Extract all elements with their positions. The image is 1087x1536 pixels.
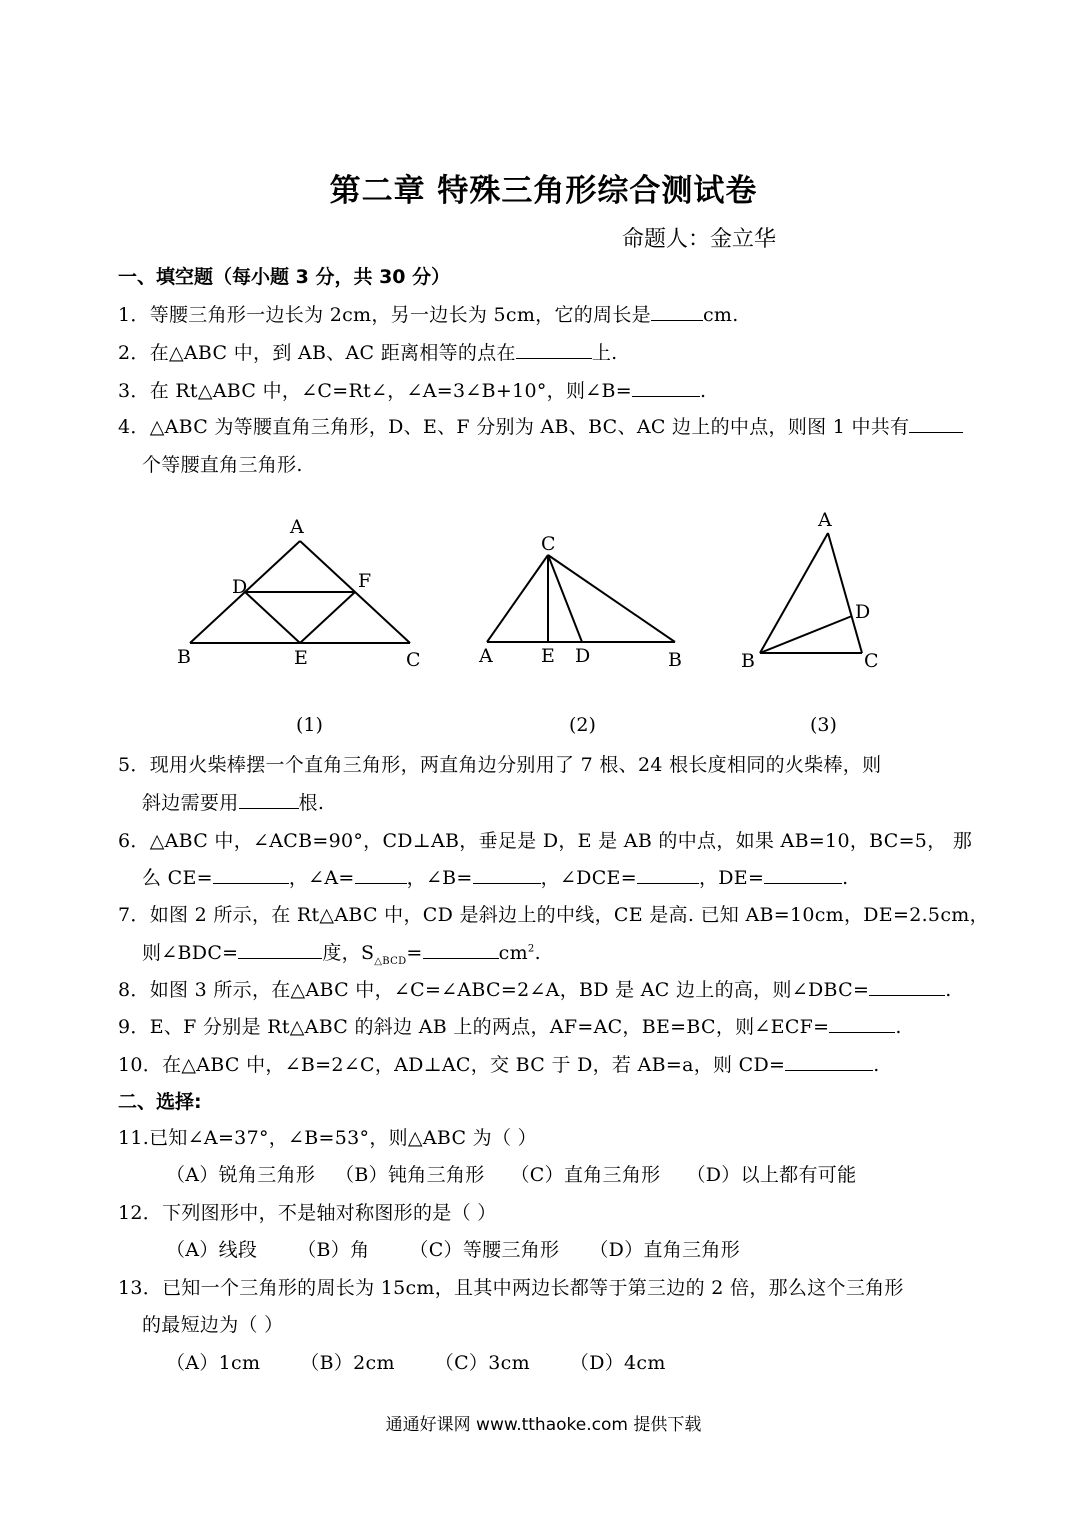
figure-3 <box>760 533 862 653</box>
question-6-part: . <box>842 867 849 889</box>
option-c[interactable]: （C）直角三角形 <box>510 1164 661 1186</box>
answer-blank[interactable] <box>909 414 963 433</box>
question-4-text: 4．△ABC 为等腰直角三角形，D、E、F 分别为 AB、BC、AC 边上的中点，则图 1 中共有 <box>118 416 910 438</box>
fig1-label-a: A <box>290 516 304 538</box>
fig2-caption: (2) <box>569 714 596 736</box>
unit-superscript: 2 <box>527 943 535 955</box>
fig2-label-c: C <box>541 533 556 555</box>
question-6-part: ，DE= <box>698 867 765 889</box>
footer-source: 通通好课网 www.tthaoke.com 提供下载 <box>385 1415 702 1435</box>
question-7-part: . <box>534 942 541 964</box>
fig3-label-b: B <box>741 650 755 672</box>
answer-blank[interactable] <box>637 865 699 884</box>
question-8-text: 8．如图 3 所示，在△ABC 中，∠C=∠ABC=2∠A，BD 是 AC 边上的高，则∠DBC= <box>118 979 870 1001</box>
fig2-label-e: E <box>541 645 555 667</box>
fig1-label-c: C <box>406 649 421 671</box>
question-4-line-1 <box>118 412 963 439</box>
question-7-line-1: 7．如图 2 所示，在 Rt△ABC 中，CD 是斜边上的中线，CE 是高. 已知 AB=10cm，DE=2.5cm， <box>118 904 989 926</box>
question-6-part: ，∠B= <box>406 867 473 889</box>
question-7-part: 则∠BDC= <box>142 942 239 964</box>
answer-blank[interactable] <box>238 940 322 959</box>
question-5-line-2 <box>142 788 324 815</box>
question-11: 11.已知∠A=37°，∠B=53°，则△ABC 为（ ） <box>118 1127 537 1149</box>
fig3-caption: (3) <box>810 714 837 736</box>
option-c[interactable]: （C）3cm <box>434 1352 530 1374</box>
question-2 <box>118 338 617 365</box>
section-fill-blank-heading: 一、填空题（每小题 3 分，共 30 分） <box>118 266 451 288</box>
answer-blank[interactable] <box>764 865 842 884</box>
answer-blank[interactable] <box>829 1014 895 1033</box>
section-choice-heading: 二、选择: <box>118 1091 202 1113</box>
fig1-label-f: F <box>358 570 372 592</box>
option-d[interactable]: （D）以上都有可能 <box>686 1164 857 1186</box>
question-12: 12．下列图形中，不是轴对称图形的是（ ） <box>118 1202 497 1224</box>
fig2-label-b: B <box>668 649 682 671</box>
question-13-options <box>166 1348 666 1375</box>
question-6-line-1: 6．△ABC 中，∠ACB=90°，CD⊥AB，垂足是 D，E 是 AB 的中点，如果 AB=10，BC=5， 那 <box>118 830 973 852</box>
fig3-side-ab <box>760 533 828 653</box>
question-3 <box>118 376 706 403</box>
question-6-part: 么 CE= <box>142 867 213 889</box>
answer-blank[interactable] <box>355 865 407 884</box>
fig1-label-e: E <box>294 647 308 669</box>
figure-2 <box>487 555 675 642</box>
answer-blank[interactable] <box>869 977 945 996</box>
question-9 <box>118 1012 902 1039</box>
option-c[interactable]: （C）等腰三角形 <box>409 1239 560 1261</box>
question-9-text: 9．E、F 分别是 Rt△ABC 的斜边 AB 上的两点，AF=AC，BE=BC，则∠ECF= <box>118 1016 830 1038</box>
option-a[interactable]: （A）1cm <box>166 1352 261 1374</box>
question-10 <box>118 1050 880 1077</box>
figure-1 <box>190 541 410 643</box>
answer-blank[interactable] <box>651 302 703 321</box>
fig2-side-ac <box>487 555 548 642</box>
fig1-segment-de <box>245 592 300 643</box>
answer-blank[interactable] <box>632 378 700 397</box>
fig2-label-a: A <box>479 645 493 667</box>
fig1-label-d: D <box>232 576 248 598</box>
question-12-options <box>166 1235 740 1262</box>
question-5-tail: 根. <box>298 792 325 814</box>
question-6-part: ，∠A= <box>288 867 355 889</box>
fig2-label-d: D <box>575 645 591 667</box>
question-4-line-2: 个等腰直角三角形. <box>142 454 303 476</box>
answer-blank[interactable] <box>473 865 541 884</box>
option-a[interactable]: （A）锐角三角形 <box>166 1164 316 1186</box>
question-10-text: 10．在△ABC 中，∠B=2∠C，AD⊥AC，交 BC 于 D，若 AB=a，则 CD= <box>118 1054 786 1076</box>
answer-blank[interactable] <box>785 1052 873 1071</box>
answer-blank[interactable] <box>213 865 289 884</box>
answer-blank[interactable] <box>239 790 299 809</box>
question-6-part: ，∠DCE= <box>540 867 637 889</box>
page-title: 第二章 特殊三角形综合测试卷 <box>329 173 758 209</box>
question-3-tail: . <box>699 380 707 402</box>
question-1-tail: cm. <box>702 304 739 326</box>
author-line: 命题人：金立华 <box>622 227 777 252</box>
question-10-tail: . <box>873 1054 880 1076</box>
option-b[interactable]: （B）钝角三角形 <box>335 1164 485 1186</box>
fig1-segment-ef <box>300 592 355 643</box>
figures-panel <box>0 500 1087 750</box>
option-d[interactable]: （D）直角三角形 <box>589 1239 740 1261</box>
answer-blank[interactable] <box>423 940 499 959</box>
question-8 <box>118 975 952 1002</box>
question-1 <box>118 300 739 327</box>
question-1-text: 1．等腰三角形一边长为 2cm，另一边长为 5cm，它的周长是 <box>118 304 651 326</box>
fig1-caption: (1) <box>296 714 323 736</box>
question-2-tail: 上. <box>591 342 618 364</box>
question-2-text: 2．在△ABC 中，到 AB、AC 距离相等的点在 <box>118 342 516 364</box>
option-d[interactable]: （D）4cm <box>569 1352 666 1374</box>
area-subscript: △BCD <box>374 955 407 967</box>
question-7-part: = <box>406 942 423 964</box>
question-5-line-1: 5．现用火柴棒摆一个直角三角形，两直角边分别用了 7 根、24 根长度相同的火柴棒，则 <box>118 754 882 776</box>
option-b[interactable]: （B）角 <box>297 1239 370 1261</box>
option-a[interactable]: （A）线段 <box>166 1239 258 1261</box>
question-7-line-2 <box>142 938 541 967</box>
question-5-text: 斜边需要用 <box>142 792 239 814</box>
fig3-label-c: C <box>864 650 879 672</box>
fig2-side-bc <box>548 555 675 642</box>
fig3-label-d: D <box>855 601 871 623</box>
fig3-side-ac <box>828 533 862 653</box>
question-8-tail: . <box>945 979 952 1001</box>
question-7-part: cm <box>498 942 528 964</box>
question-11-options <box>166 1160 856 1187</box>
fig2-median-cd <box>548 555 582 642</box>
question-9-tail: . <box>895 1016 902 1038</box>
question-7-part: 度，S <box>322 942 375 964</box>
answer-blank[interactable] <box>516 340 592 359</box>
option-b[interactable]: （B）2cm <box>300 1352 395 1374</box>
fig3-label-a: A <box>818 509 832 531</box>
question-6-line-2 <box>142 863 849 890</box>
fig1-label-b: B <box>177 646 191 668</box>
question-3-text: 3．在 Rt△ABC 中，∠C=Rt∠，∠A=3∠B+10°，则∠B= <box>118 380 632 402</box>
fig3-altitude-bd <box>760 616 852 653</box>
question-13-line-2: 的最短边为（ ） <box>142 1314 284 1336</box>
question-13-line-1: 13．已知一个三角形的周长为 15cm，且其中两边长都等于第三边的 2 倍，那么这个三角形 <box>118 1277 904 1299</box>
